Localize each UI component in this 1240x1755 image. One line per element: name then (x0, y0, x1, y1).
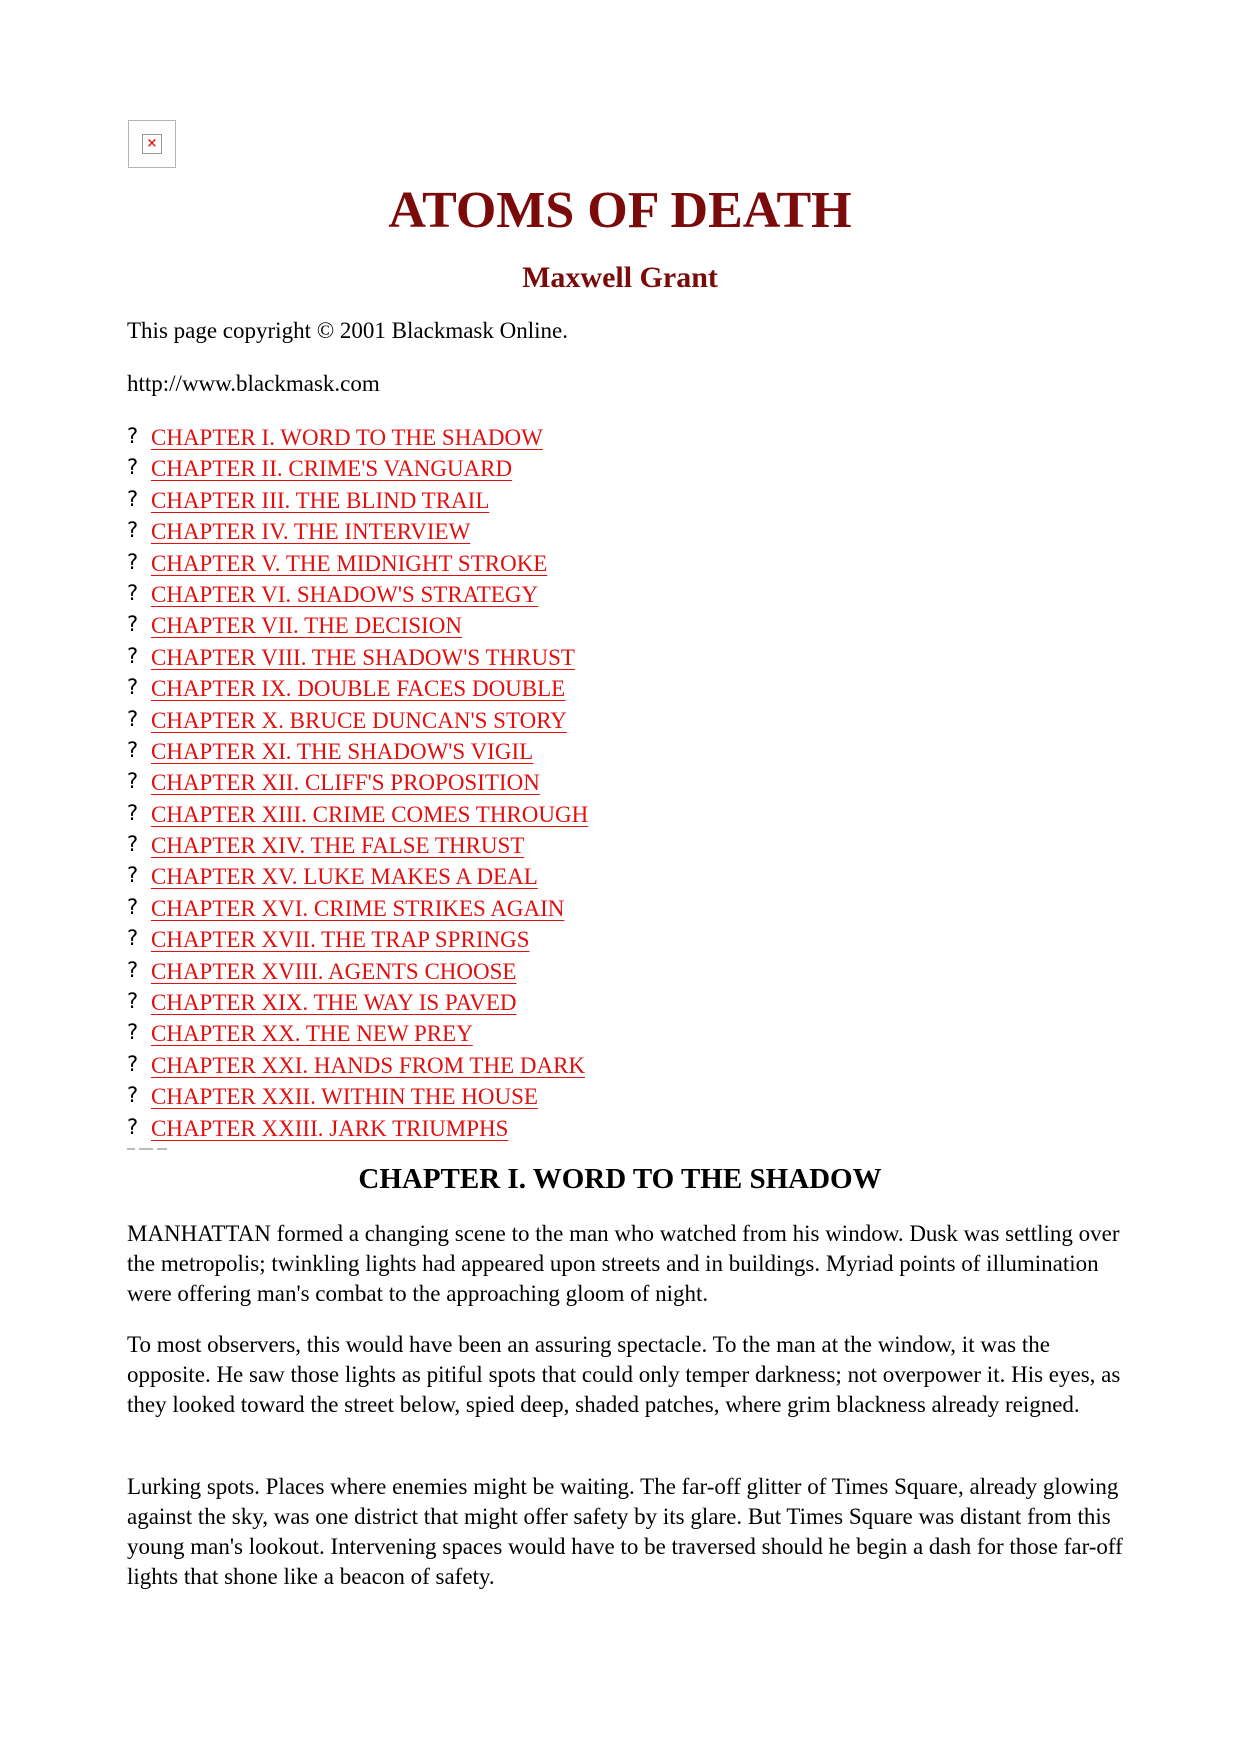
toc-link[interactable]: CHAPTER XXII. WITHIN THE HOUSE (151, 1084, 538, 1110)
broken-image-icon (128, 120, 176, 168)
toc-bullet: ? (127, 989, 139, 1014)
toc-link[interactable]: CHAPTER XIX. THE WAY IS PAVED (151, 990, 517, 1016)
toc-bullet: ? (127, 957, 139, 982)
book-author: Maxwell Grant (522, 261, 718, 294)
toc-link[interactable]: CHAPTER XX. THE NEW PREY (151, 1021, 473, 1047)
toc-bullet: ? (127, 832, 139, 857)
toc-bullet: ? (127, 424, 139, 448)
toc-bullet: ? (127, 737, 139, 762)
toc-bullet: ? (127, 518, 139, 543)
toc-item (127, 831, 588, 862)
chapter-heading: CHAPTER I. WORD TO THE SHADOW (358, 1163, 882, 1195)
toc-item (127, 737, 588, 768)
toc-item (127, 1082, 588, 1113)
toc-bullet: ? (127, 1114, 139, 1139)
toc-bullet: ? (127, 1051, 139, 1076)
toc-link[interactable]: CHAPTER III. THE BLIND TRAIL (151, 487, 490, 513)
toc-bullet: ? (127, 1083, 139, 1108)
toc-item (127, 768, 588, 799)
toc-item (127, 549, 588, 580)
toc-item (127, 611, 588, 642)
toc-link[interactable]: CHAPTER XV. LUKE MAKES A DEAL (151, 864, 538, 890)
toc-item (127, 643, 588, 674)
toc-item (127, 517, 588, 548)
toc-link[interactable]: CHAPTER II. CRIME'S VANGUARD (151, 456, 513, 482)
toc-link[interactable]: CHAPTER IV. THE INTERVIEW (151, 519, 471, 545)
toc-link[interactable]: CHAPTER VIII. THE SHADOW'S THRUST (151, 644, 575, 670)
chapter-paragraph: Lurking spots. Places where enemies might be waiting. The far-off glitter of Times Square, already glowing against the sky, was one district that might offer safety by its glare. But Times Square was distant from this young man's lookout. Intervening spaces would have to be traversed should he begin a dash for those far-off lights that shone like a beacon of safety. (127, 1474, 1123, 1589)
toc-bullet: ? (127, 612, 139, 637)
toc-link[interactable]: CHAPTER VII. THE DECISION (151, 613, 462, 639)
chapter-paragraph: MANHATTAN formed a changing scene to the man who watched from his window. Dusk was settling over the metropolis; twinkling lights had appeared upon streets and in buildings. Myriad points of illumination were offering man's combat to the approaching gloom of night. (127, 1221, 1120, 1306)
chapter-paragraph: To most observers, this would have been an assuring spectacle. To the man at the window, it was the opposite. He saw those lights as pitiful spots that could only temper darkness; not overpower it. His eyes, as they looked toward the street below, spied deep, shaded patches, where grim blackness already reigned. (127, 1332, 1121, 1417)
toc-item (127, 1114, 588, 1145)
toc-item (127, 454, 588, 485)
clipped-list-fragment (127, 1148, 177, 1152)
toc-link[interactable]: CHAPTER X. BRUCE DUNCAN'S STORY (151, 707, 567, 733)
toc-item (127, 800, 588, 831)
toc-bullet: ? (127, 549, 139, 574)
source-url: http://www.blackmask.com (127, 371, 380, 396)
toc-link[interactable]: CHAPTER IX. DOUBLE FACES DOUBLE (151, 676, 566, 702)
toc-bullet: ? (127, 643, 139, 668)
toc-link[interactable]: CHAPTER VI. SHADOW'S STRATEGY (151, 581, 539, 607)
toc-item (127, 423, 588, 454)
toc-item (127, 486, 588, 517)
toc-item (127, 894, 588, 925)
toc-bullet: ? (127, 1020, 139, 1045)
toc-item (127, 674, 588, 705)
copyright-notice: This page copyright © 2001 Blackmask Online. (127, 318, 568, 343)
toc-item (127, 925, 588, 956)
toc-bullet: ? (127, 863, 139, 888)
book-title: ATOMS OF DEATH (388, 182, 852, 239)
toc-link[interactable]: CHAPTER XXI. HANDS FROM THE DARK (151, 1052, 586, 1078)
toc-bullet: ? (127, 486, 139, 511)
toc-bullet: ? (127, 769, 139, 794)
toc-bullet: ? (127, 706, 139, 731)
toc-item (127, 988, 588, 1019)
toc-link[interactable]: CHAPTER V. THE MIDNIGHT STROKE (151, 550, 548, 576)
toc-item (127, 706, 588, 737)
toc-link[interactable]: CHAPTER XVIII. AGENTS CHOOSE (151, 958, 517, 984)
toc-item (127, 1019, 588, 1050)
red-x-icon: × (146, 136, 158, 151)
toc-bullet: ? (127, 894, 139, 919)
toc-link[interactable]: CHAPTER XI. THE SHADOW'S VIGIL (151, 738, 534, 764)
toc-item (127, 862, 588, 893)
toc-bullet: ? (127, 580, 139, 605)
toc-link[interactable]: CHAPTER XIV. THE FALSE THRUST (151, 833, 525, 859)
toc-link[interactable]: CHAPTER XXIII. JARK TRIUMPHS (151, 1115, 509, 1141)
toc-item (127, 1051, 588, 1082)
table-of-contents (127, 423, 588, 1145)
toc-link[interactable]: CHAPTER XVI. CRIME STRIKES AGAIN (151, 895, 565, 921)
toc-link[interactable]: CHAPTER I. WORD TO THE SHADOW (151, 425, 543, 450)
toc-bullet: ? (127, 800, 139, 825)
toc-item (127, 957, 588, 988)
toc-bullet: ? (127, 455, 139, 480)
broken-image-frame (142, 134, 162, 154)
toc-bullet: ? (127, 675, 139, 700)
toc-link[interactable]: CHAPTER XII. CLIFF'S PROPOSITION (151, 770, 540, 796)
toc-link[interactable]: CHAPTER XIII. CRIME COMES THROUGH (151, 801, 589, 827)
toc-bullet: ? (127, 926, 139, 951)
toc-link[interactable]: CHAPTER XVII. THE TRAP SPRINGS (151, 927, 530, 953)
toc-item (127, 580, 588, 611)
